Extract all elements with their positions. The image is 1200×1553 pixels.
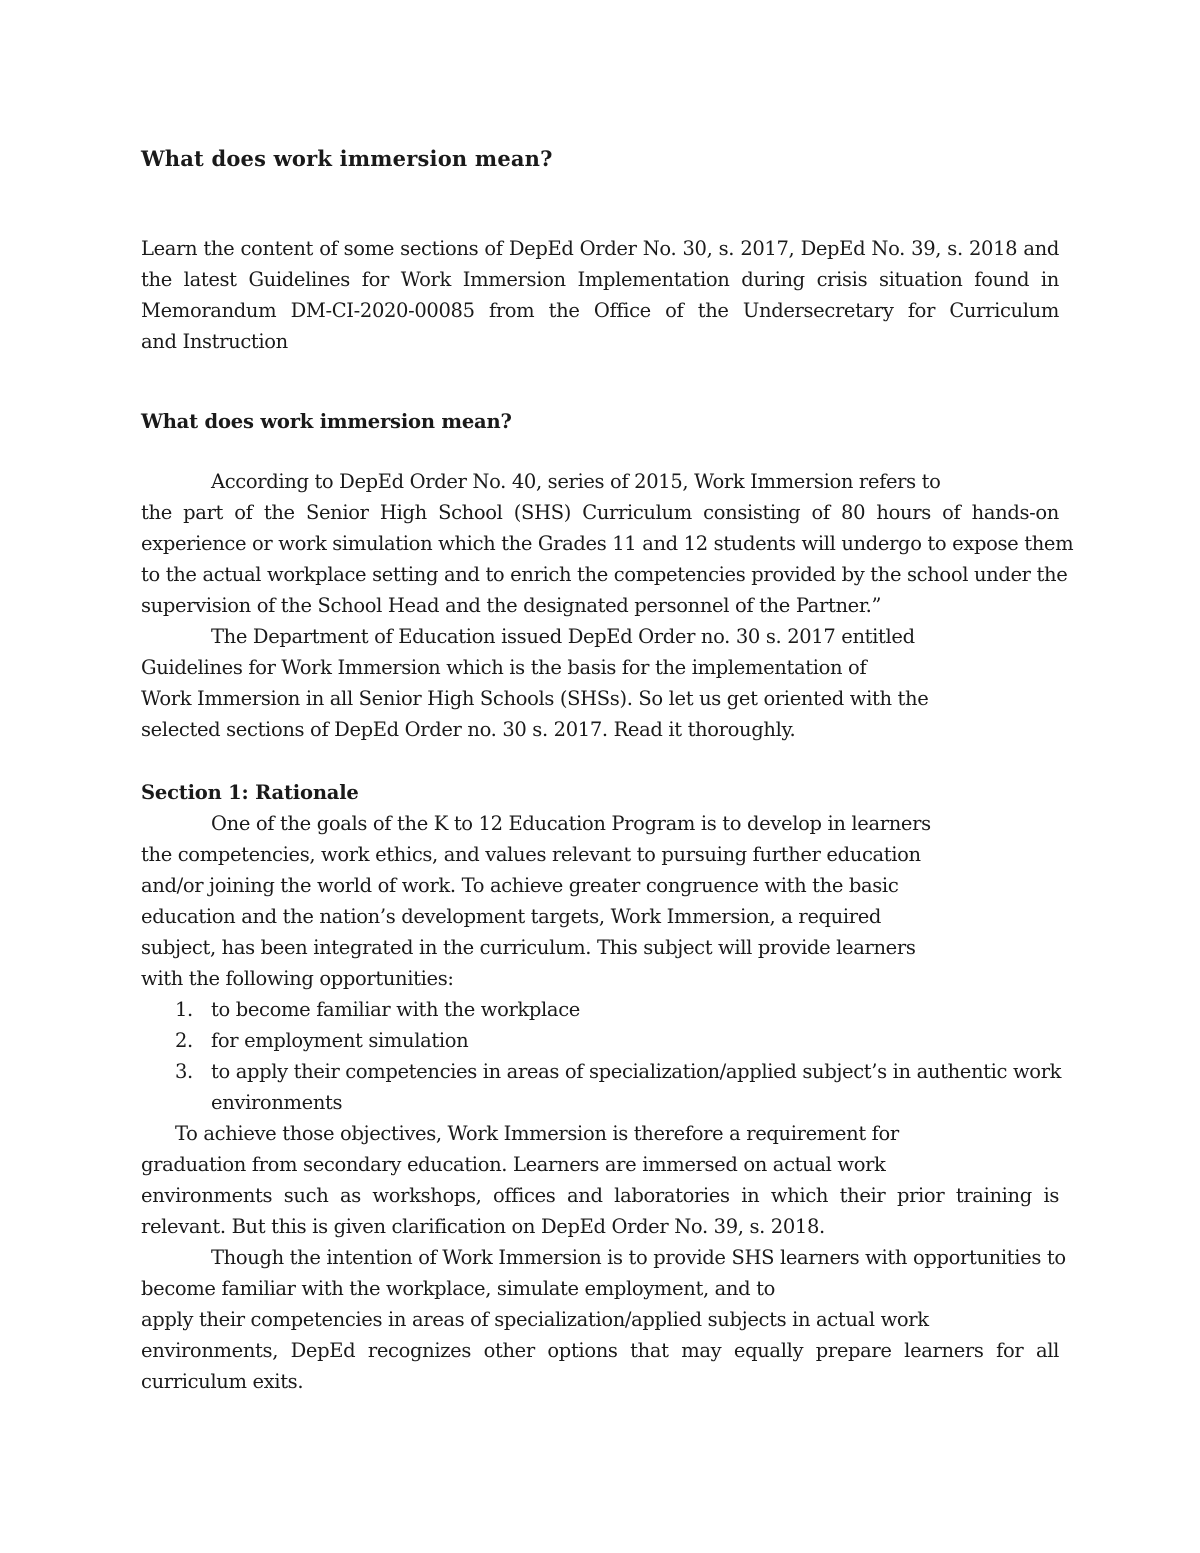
list-text: to apply their competencies in areas of specialization/applied subject’s in authentic work xyxy=(211,1060,1062,1083)
text-line: Learn the content of some sections of DepEd Order No. 30, s. 2017, DepEd No. 39, s. 2018 and xyxy=(141,237,1059,260)
text-line: subject, has been integrated in the curriculum. This subject will provide learners xyxy=(141,936,916,959)
text-line: the competencies, work ethics, and values relevant to pursuing further education xyxy=(141,843,921,866)
text-line: the part of the Senior High School (SHS) Curriculum consisting of 80 hours of hands-on xyxy=(141,501,1059,524)
text-line: Work Immersion in all Senior High Schools (SHSs). So let us get oriented with the xyxy=(141,687,929,710)
list-text-continued: environments xyxy=(211,1091,343,1114)
text-line: Memorandum DM-CI-2020-00085 from the Office of the Undersecretary for Curriculum xyxy=(141,299,1059,322)
section-heading-meaning: What does work immersion mean? xyxy=(141,410,512,433)
page-title: What does work immersion mean? xyxy=(141,146,553,171)
text-line: One of the goals of the K to 12 Education Program is to develop in learners xyxy=(211,812,931,835)
text-line: and/or joining the world of work. To achieve greater congruence with the basic xyxy=(141,874,899,897)
text-line: The Department of Education issued DepEd Order no. 30 s. 2017 entitled xyxy=(211,625,915,648)
list-number: 2. xyxy=(175,1029,193,1052)
text-line: To achieve those objectives, Work Immersion is therefore a requirement for xyxy=(175,1122,899,1145)
text-line: environments such as workshops, offices and laboratories in which their prior training is xyxy=(141,1184,1059,1207)
text-line: and Instruction xyxy=(141,330,288,353)
text-line: graduation from secondary education. Learners are immersed on actual work xyxy=(141,1153,886,1176)
text-line: relevant. But this is given clarification on DepEd Order No. 39, s. 2018. xyxy=(141,1215,825,1238)
list-text: for employment simulation xyxy=(211,1029,469,1052)
text-line: with the following opportunities: xyxy=(141,967,454,990)
text-line: apply their competencies in areas of specialization/applied subjects in actual work xyxy=(141,1308,929,1331)
text-line: education and the nation’s development targets, Work Immersion, a required xyxy=(141,905,882,928)
section-1-heading: Section 1: Rationale xyxy=(141,781,359,804)
text-line: the latest Guidelines for Work Immersion Implementation during crisis situation found in xyxy=(141,268,1059,291)
text-line: environments, DepEd recognizes other options that may equally prepare learners for all xyxy=(141,1339,1059,1362)
text-line: selected sections of DepEd Order no. 30 s. 2017. Read it thoroughly. xyxy=(141,718,796,741)
text-line: to the actual workplace setting and to enrich the competencies provided by the school under the xyxy=(141,563,1068,586)
list-text: to become familiar with the workplace xyxy=(211,998,580,1021)
text-line: supervision of the School Head and the designated personnel of the Partner.” xyxy=(141,594,882,617)
list-number: 1. xyxy=(175,998,193,1021)
text-line: Guidelines for Work Immersion which is the basis for the implementation of xyxy=(141,656,867,679)
text-line: become familiar with the workplace, simulate employment, and to xyxy=(141,1277,775,1300)
text-line: According to DepEd Order No. 40, series of 2015, Work Immersion refers to xyxy=(211,470,941,493)
list-number: 3. xyxy=(175,1060,193,1083)
text-line: Though the intention of Work Immersion is to provide SHS learners with opportunities to xyxy=(211,1246,1066,1269)
text-line: curriculum exits. xyxy=(141,1370,304,1393)
text-line: experience or work simulation which the Grades 11 and 12 students will undergo to expose them xyxy=(141,532,1074,555)
